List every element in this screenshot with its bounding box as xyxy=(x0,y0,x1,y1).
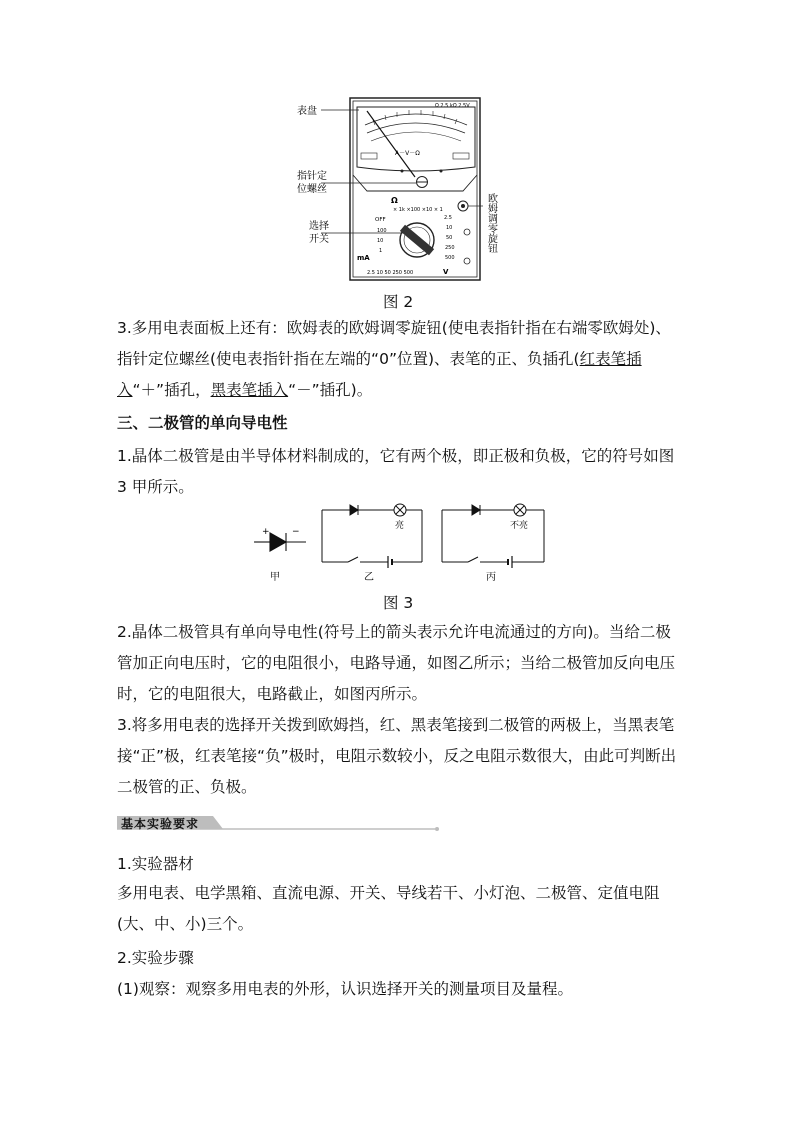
section-title-diode: 三、二极管的单向导电性 xyxy=(117,414,288,432)
paragraph-panel-features: 3.多用电表面板上还有：欧姆表的欧姆调零旋钮(使电表指针指在右端零欧姆处)、指针定位螺丝(使电表指针指在左端的“0”位置)、表笔的正、负插孔(红表笔插入“＋”插孔，黑表笔插入“－”插孔)。 xyxy=(117,319,671,399)
label-ohm-zero-knob: 欧姆调零旋钮 xyxy=(485,193,497,253)
paragraph-diode-2: 2.晶体二极管具有单向导电性(符号上的箭头表示允许电流通过的方向)。当给二极管加正向电压时，它的电阻很小，电路导通，如图乙所示；当给二极管加反向电压时，它的电阻很大，电路截止，如图丙所示。 xyxy=(117,623,676,703)
label-selector-1: 选择 xyxy=(309,221,329,232)
figure-2-caption: 图 2 xyxy=(383,293,414,311)
ohm-multiplier-labels: × 1k ×100 ×10 × 1 xyxy=(393,207,443,213)
vdc-range-4: 250 xyxy=(445,245,455,251)
paragraph-equipment: 多用电表、电学黑箱、直流电源、开关、导线若干、小灯泡、二极管、定值电阻(大、中、小)三个。 xyxy=(117,884,660,933)
ma-range-10: 10 xyxy=(377,238,384,244)
diode-plus: + xyxy=(262,527,270,537)
section-banner xyxy=(117,814,439,834)
heading-equipment: 1.实验器材 xyxy=(117,855,194,873)
circuit-bing xyxy=(442,504,544,568)
vdc-range-2: 10 xyxy=(446,225,453,231)
paragraph-diode-1: 1.晶体二极管是由半导体材料制成的，它有两个极，即正极和负极，它的符号如图 3 甲所示。 xyxy=(117,447,675,496)
figure-3-caption: 图 3 xyxy=(383,594,414,612)
multimeter-figure xyxy=(295,95,505,285)
black-probe-text: 黑表笔插入 xyxy=(210,381,289,399)
off-label: OFF xyxy=(375,217,386,223)
label-selector-2: 开关 xyxy=(309,234,329,245)
meter-dial xyxy=(357,107,475,171)
label-jia: 甲 xyxy=(270,572,280,583)
selector-switch[interactable] xyxy=(400,223,434,257)
circuit-yi xyxy=(322,504,422,568)
ma-label: mA xyxy=(357,254,370,262)
negative-jack[interactable] xyxy=(464,258,470,264)
red-probe-text: 红表笔插入 xyxy=(117,350,642,399)
ohm-label: Ω xyxy=(391,196,398,205)
label-yi: 乙 xyxy=(364,572,374,583)
vdc-range-1: 2.5 xyxy=(444,215,452,221)
ma-range-100: 100 xyxy=(377,228,387,234)
paragraph-step-1: (1)观察：观察多用电表的外形，认识选择开关的测量项目及量程。 xyxy=(117,980,573,998)
label-pointer-screw-2: 位螺丝 xyxy=(297,184,327,195)
diode-minus: − xyxy=(292,527,300,537)
scale-top-right-label: Ω 2.5 kΩ 2.5V xyxy=(435,103,470,109)
heading-steps: 2.实验步骤 xyxy=(117,949,194,967)
label-bing: 丙 xyxy=(486,572,496,583)
label-dial: 表盘 xyxy=(297,106,317,117)
label-pointer-screw-1: 指针定 xyxy=(297,171,327,182)
banner-title: 基本实验要求 xyxy=(121,817,200,831)
vdc-range-5: 500 xyxy=(445,255,455,261)
v-label: V xyxy=(443,268,449,276)
vdc-range-3: 50 xyxy=(446,235,453,241)
lamp-on-label: 亮 xyxy=(395,521,405,531)
positive-jack[interactable] xyxy=(464,229,470,235)
v-bottom-ranges: 2.5 10 50 250 500 xyxy=(367,270,414,276)
scale-center-label: A－V－Ω xyxy=(395,150,420,157)
diode-figure xyxy=(250,500,550,585)
ma-range-1: 1 xyxy=(379,248,383,254)
lamp-off-label: 不亮 xyxy=(510,521,529,531)
paragraph-diode-3: 3.将多用电表的选择开关拨到欧姆挡，红、黑表笔接到二极管的两极上，当黑表笔接“正”极，红表笔接“负”极时，电阻示数较小，反之电阻示数很大，由此可判断出二极管的正、负极。 xyxy=(117,716,677,796)
